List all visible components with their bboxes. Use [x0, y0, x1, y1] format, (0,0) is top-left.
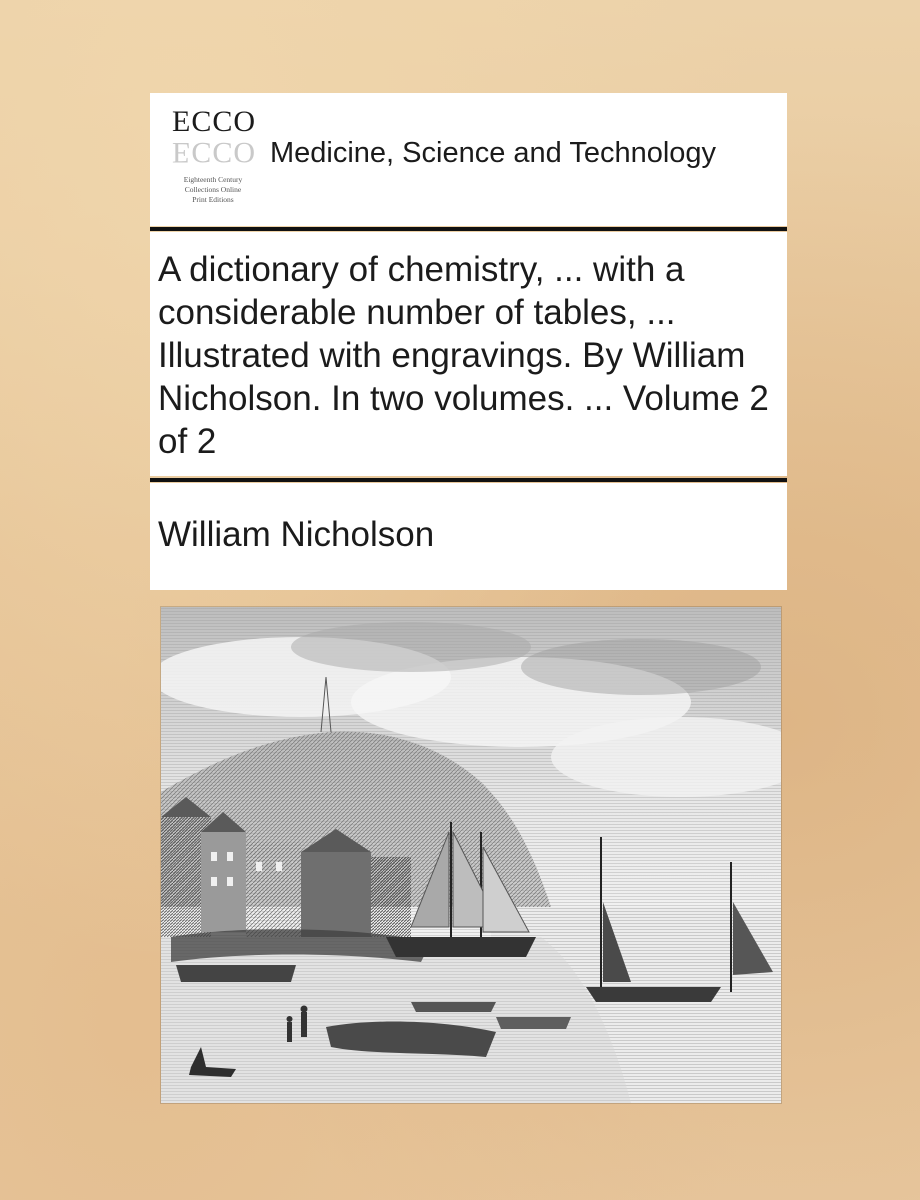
ecco-logo: [164, 105, 264, 215]
cover-engraving: [161, 607, 781, 1103]
author-panel: [150, 483, 787, 590]
logo-caption: [164, 175, 262, 205]
divider-rule: [150, 227, 787, 231]
logo-letters: ECCO: [172, 105, 257, 138]
logo-caption-line: Print Editions: [192, 195, 234, 204]
logo-reflection: ECCO: [172, 136, 257, 169]
logo-caption-line: Collections Online: [184, 185, 242, 194]
header-panel: [150, 93, 787, 226]
book-author: William Nicholson: [158, 515, 435, 554]
title-panel: [150, 232, 787, 476]
collection-name: Medicine, Science and Technology: [270, 137, 717, 169]
book-title: A dictionary of chemistry, ... with a considerable number of tables, ... Illustrated with engravings. By William Nicholson. In two volumes. ... Volume 2 of 2: [158, 250, 769, 461]
logo-caption-line: Eighteenth Century: [183, 175, 243, 184]
divider-rule: [150, 478, 787, 482]
